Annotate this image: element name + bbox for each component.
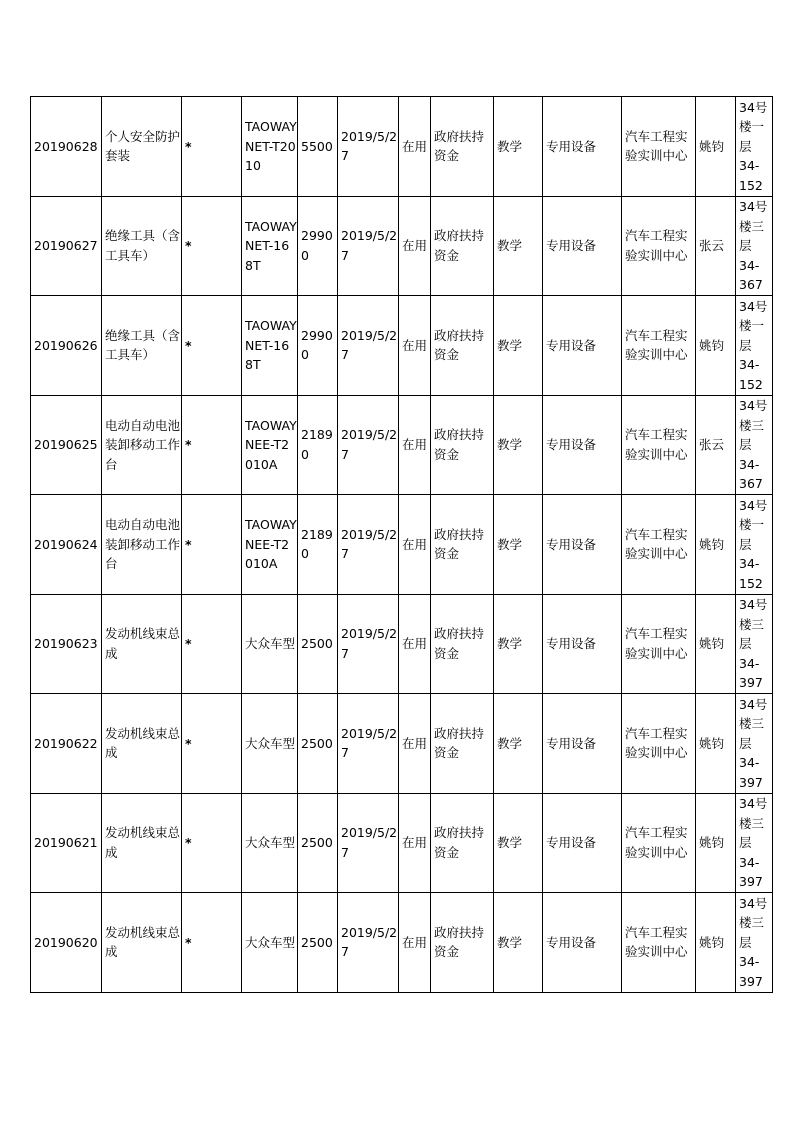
department-cell: 汽车工程实验实训中心 (622, 196, 696, 296)
department-cell: 汽车工程实验实训中心 (622, 793, 696, 893)
department-cell: 汽车工程实验实训中心 (622, 296, 696, 396)
keeper-cell: 姚钧 (696, 793, 736, 893)
keeper-cell: 姚钧 (696, 694, 736, 794)
table-row (31, 694, 773, 794)
asset-flag-cell: * (182, 893, 242, 993)
status-cell: 在用 (399, 395, 431, 495)
location-line: 152 (739, 376, 763, 392)
table-row (31, 594, 773, 694)
department-cell: 汽车工程实验实训中心 (622, 694, 696, 794)
asset-name-cell: 绝缘工具（含工具车） (102, 296, 182, 396)
location-line: 楼三 (739, 716, 765, 731)
location-line: 层 (739, 337, 752, 353)
asset-price-cell: 2500 (298, 893, 338, 993)
purchase-date-cell: 2019/5/27 (338, 395, 399, 495)
table-row (31, 893, 773, 993)
status-cell: 在用 (399, 196, 431, 296)
asset-model-cell: TAOWAY NEE-T2010A (242, 395, 298, 495)
asset-code-cell: 20190626 (31, 296, 102, 396)
location-line: 367 (739, 476, 763, 491)
funding-source-cell: 政府扶持资金 (431, 97, 494, 197)
location-line: 楼一 (739, 517, 765, 532)
category-cell: 专用设备 (543, 395, 622, 495)
asset-name-cell: 发动机线束总成 (102, 793, 182, 893)
location-line: 层 (739, 536, 752, 552)
keeper-cell: 姚钧 (696, 97, 736, 197)
asset-flag-cell: * (182, 395, 242, 495)
asset-code-cell: 20190623 (31, 594, 102, 694)
keeper-cell: 姚钧 (696, 594, 736, 694)
location-line: 楼三 (739, 218, 765, 234)
keeper-cell: 张云 (696, 196, 736, 296)
asset-model-cell: TAOWAY NET-T2010 (242, 97, 298, 197)
location-line: 34号 (739, 497, 768, 513)
keeper-cell: 姚钧 (696, 296, 736, 396)
funding-source-cell: 政府扶持资金 (431, 893, 494, 993)
asset-flag-cell: * (182, 296, 242, 396)
location-cell (736, 196, 773, 296)
location-line: 楼一 (739, 318, 765, 333)
asset-price-cell: 29900 (298, 296, 338, 396)
asset-flag-cell: * (182, 694, 242, 794)
location-cell (736, 495, 773, 595)
location-line: 152 (739, 177, 763, 193)
status-cell: 在用 (399, 893, 431, 993)
asset-code-cell: 20190625 (31, 395, 102, 495)
location-line: 34号 (739, 199, 768, 214)
asset-table-body (31, 97, 773, 993)
location-line: 层 (739, 835, 752, 850)
asset-model-cell: 大众车型 (242, 694, 298, 794)
location-line: 34- (739, 456, 760, 472)
asset-model-cell: 大众车型 (242, 793, 298, 893)
location-line: 34- (739, 158, 760, 173)
asset-code-cell: 20190621 (31, 793, 102, 893)
usage-cell: 教学 (494, 694, 543, 794)
asset-model-cell: 大众车型 (242, 893, 298, 993)
keeper-cell: 张云 (696, 395, 736, 495)
department-cell: 汽车工程实验实训中心 (622, 893, 696, 993)
location-cell (736, 395, 773, 495)
purchase-date-cell: 2019/5/27 (338, 196, 399, 296)
location-line: 34号 (739, 99, 768, 115)
location-line: 楼三 (739, 616, 765, 632)
category-cell: 专用设备 (543, 196, 622, 296)
location-line: 层 (739, 238, 752, 253)
funding-source-cell: 政府扶持资金 (431, 296, 494, 396)
location-line: 34号 (739, 398, 768, 413)
asset-name-cell: 发动机线束总成 (102, 594, 182, 694)
asset-flag-cell: * (182, 97, 242, 197)
purchase-date-cell: 2019/5/27 (338, 97, 399, 197)
asset-name-cell: 发动机线束总成 (102, 694, 182, 794)
location-line: 34- (739, 257, 760, 273)
funding-source-cell: 政府扶持资金 (431, 694, 494, 794)
category-cell: 专用设备 (543, 296, 622, 396)
department-cell: 汽车工程实验实训中心 (622, 594, 696, 694)
usage-cell: 教学 (494, 296, 543, 396)
asset-code-cell: 20190628 (31, 97, 102, 197)
department-cell: 汽车工程实验实训中心 (622, 97, 696, 197)
location-line: 层 (739, 735, 752, 751)
location-cell (736, 97, 773, 197)
purchase-date-cell: 2019/5/27 (338, 594, 399, 694)
location-line: 34号 (739, 298, 768, 314)
usage-cell: 教学 (494, 395, 543, 495)
asset-price-cell: 29900 (298, 196, 338, 296)
asset-name-cell: 发动机线束总成 (102, 893, 182, 993)
asset-price-cell: 21890 (298, 495, 338, 595)
purchase-date-cell: 2019/5/27 (338, 793, 399, 893)
asset-price-cell: 2500 (298, 694, 338, 794)
status-cell: 在用 (399, 594, 431, 694)
usage-cell: 教学 (494, 196, 543, 296)
funding-source-cell: 政府扶持资金 (431, 793, 494, 893)
location-line: 397 (739, 973, 763, 989)
asset-flag-cell: * (182, 495, 242, 595)
usage-cell: 教学 (494, 793, 543, 893)
funding-source-cell: 政府扶持资金 (431, 395, 494, 495)
location-line: 397 (739, 874, 763, 889)
asset-name-cell: 电动自动电池装卸移动工作台 (102, 495, 182, 595)
location-cell (736, 296, 773, 396)
category-cell: 专用设备 (543, 793, 622, 893)
location-cell (736, 793, 773, 893)
usage-cell: 教学 (494, 893, 543, 993)
asset-model-cell: TAOWAY NET-168T (242, 296, 298, 396)
asset-code-cell: 20190620 (31, 893, 102, 993)
keeper-cell: 姚钧 (696, 893, 736, 993)
status-cell: 在用 (399, 296, 431, 396)
asset-flag-cell: * (182, 594, 242, 694)
location-line: 34- (739, 357, 760, 372)
category-cell: 专用设备 (543, 694, 622, 794)
location-line: 397 (739, 774, 763, 790)
purchase-date-cell: 2019/5/27 (338, 694, 399, 794)
asset-flag-cell: * (182, 196, 242, 296)
asset-name-cell: 电动自动电池装卸移动工作台 (102, 395, 182, 495)
location-line: 152 (739, 575, 763, 591)
table-row (31, 196, 773, 296)
table-row (31, 97, 773, 197)
asset-price-cell: 5500 (298, 97, 338, 197)
location-line: 层 (739, 636, 752, 651)
location-line: 34号 (739, 796, 768, 811)
location-line: 34- (739, 854, 760, 870)
category-cell: 专用设备 (543, 495, 622, 595)
status-cell: 在用 (399, 694, 431, 794)
asset-table (30, 96, 773, 993)
location-cell (736, 694, 773, 794)
purchase-date-cell: 2019/5/27 (338, 495, 399, 595)
category-cell: 专用设备 (543, 97, 622, 197)
funding-source-cell: 政府扶持资金 (431, 495, 494, 595)
location-line: 397 (739, 675, 763, 690)
usage-cell: 教学 (494, 97, 543, 197)
usage-cell: 教学 (494, 495, 543, 595)
category-cell: 专用设备 (543, 893, 622, 993)
location-line: 楼三 (739, 815, 765, 831)
department-cell: 汽车工程实验实训中心 (622, 495, 696, 595)
location-line: 层 (739, 138, 752, 154)
funding-source-cell: 政府扶持资金 (431, 594, 494, 694)
keeper-cell: 姚钧 (696, 495, 736, 595)
asset-name-cell: 个人安全防护套装 (102, 97, 182, 197)
asset-code-cell: 20190627 (31, 196, 102, 296)
department-cell: 汽车工程实验实训中心 (622, 395, 696, 495)
status-cell: 在用 (399, 793, 431, 893)
location-line: 367 (739, 277, 763, 292)
location-line: 楼三 (739, 417, 765, 433)
location-line: 楼一 (739, 119, 765, 134)
asset-price-cell: 2500 (298, 594, 338, 694)
asset-name-cell: 绝缘工具（含工具车） (102, 196, 182, 296)
table-row (31, 296, 773, 396)
asset-model-cell: TAOWAY NET-168T (242, 196, 298, 296)
status-cell: 在用 (399, 97, 431, 197)
purchase-date-cell: 2019/5/27 (338, 893, 399, 993)
location-line: 34号 (739, 895, 768, 911)
location-line: 层 (739, 437, 752, 452)
location-line: 楼三 (739, 915, 765, 930)
usage-cell: 教学 (494, 594, 543, 694)
asset-flag-cell: * (182, 793, 242, 893)
location-line: 34- (739, 755, 760, 770)
location-line: 34- (739, 954, 760, 969)
status-cell: 在用 (399, 495, 431, 595)
location-line: 34号 (739, 597, 768, 612)
purchase-date-cell: 2019/5/27 (338, 296, 399, 396)
table-row (31, 793, 773, 893)
category-cell: 专用设备 (543, 594, 622, 694)
location-line: 34号 (739, 696, 768, 712)
asset-code-cell: 20190624 (31, 495, 102, 595)
location-cell (736, 594, 773, 694)
location-line: 层 (739, 934, 752, 950)
asset-price-cell: 2500 (298, 793, 338, 893)
location-cell (736, 893, 773, 993)
asset-model-cell: 大众车型 (242, 594, 298, 694)
funding-source-cell: 政府扶持资金 (431, 196, 494, 296)
table-row (31, 395, 773, 495)
table-row (31, 495, 773, 595)
location-line: 34- (739, 655, 760, 671)
asset-price-cell: 21890 (298, 395, 338, 495)
location-line: 34- (739, 556, 760, 571)
asset-model-cell: TAOWAY NEE-T2010A (242, 495, 298, 595)
asset-code-cell: 20190622 (31, 694, 102, 794)
